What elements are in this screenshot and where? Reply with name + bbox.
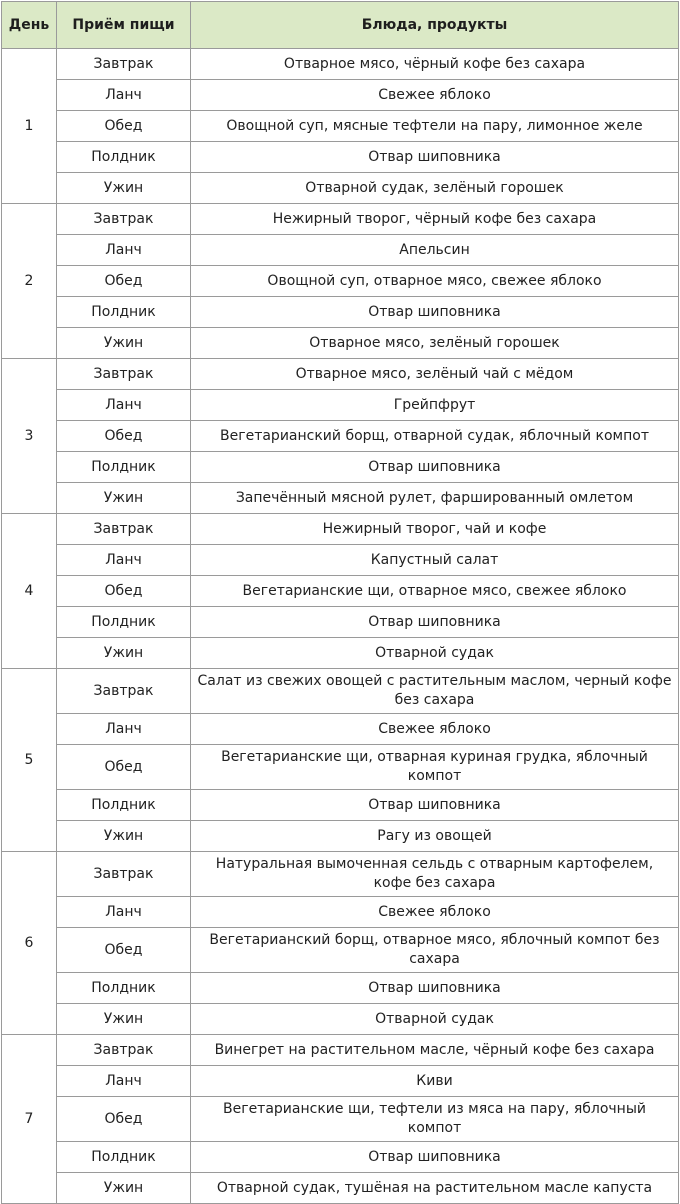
meal-name: Полдник xyxy=(57,973,191,1004)
day-number: 4 xyxy=(2,514,57,669)
table-row xyxy=(2,928,679,973)
table-row xyxy=(2,897,679,928)
dish-list: Отварной судак xyxy=(191,1004,679,1035)
meal-name: Полдник xyxy=(57,607,191,638)
dish-list: Отварное мясо, зелёный чай с мёдом xyxy=(191,359,679,390)
table-row xyxy=(2,421,679,452)
meal-name: Ланч xyxy=(57,80,191,111)
meal-name: Ланч xyxy=(57,235,191,266)
dish-list: Отварной судак, зелёный горошек xyxy=(191,173,679,204)
meal-name: Ланч xyxy=(57,714,191,745)
table-row xyxy=(2,1035,679,1066)
header-dishes: Блюда, продукты xyxy=(191,2,679,49)
dish-list: Свежее яблоко xyxy=(191,897,679,928)
meal-name: Завтрак xyxy=(57,514,191,545)
meal-name: Полдник xyxy=(57,1142,191,1173)
dish-list: Капустный салат xyxy=(191,545,679,576)
meal-name: Завтрак xyxy=(57,852,191,897)
dish-list: Отвар шиповника xyxy=(191,1142,679,1173)
header-day: День xyxy=(2,2,57,49)
table-row xyxy=(2,173,679,204)
meal-name: Ужин xyxy=(57,328,191,359)
meal-name: Ланч xyxy=(57,390,191,421)
day-number: 6 xyxy=(2,852,57,1035)
meal-name: Ужин xyxy=(57,821,191,852)
meal-name: Обед xyxy=(57,1097,191,1142)
dish-list: Запечённый мясной рулет, фаршированный омлетом xyxy=(191,483,679,514)
dish-list: Натуральная вымоченная сельдь с отварным картофелем, кофе без сахара xyxy=(191,852,679,897)
dish-list: Овощной суп, отварное мясо, свежее яблоко xyxy=(191,266,679,297)
meal-name: Обед xyxy=(57,745,191,790)
table-row xyxy=(2,111,679,142)
meal-name: Ланч xyxy=(57,545,191,576)
meal-name: Полдник xyxy=(57,142,191,173)
meal-name: Ланч xyxy=(57,897,191,928)
table-row xyxy=(2,852,679,897)
day-number: 2 xyxy=(2,204,57,359)
table-row xyxy=(2,483,679,514)
dish-list: Нежирный творог, чёрный кофе без сахара xyxy=(191,204,679,235)
day-number: 5 xyxy=(2,669,57,852)
dish-list: Отварное мясо, чёрный кофе без сахара xyxy=(191,49,679,80)
meal-name: Обед xyxy=(57,111,191,142)
meal-name: Ланч xyxy=(57,1066,191,1097)
meal-name: Ужин xyxy=(57,483,191,514)
table-row xyxy=(2,266,679,297)
table-row xyxy=(2,1173,679,1204)
meal-name: Ужин xyxy=(57,1173,191,1204)
table-row xyxy=(2,1142,679,1173)
day-number: 1 xyxy=(2,49,57,204)
table-row xyxy=(2,1066,679,1097)
table-row xyxy=(2,49,679,80)
table-row xyxy=(2,1097,679,1142)
meal-name: Полдник xyxy=(57,297,191,328)
day-block xyxy=(2,1035,679,1204)
day-block xyxy=(2,204,679,359)
dish-list: Грейпфрут xyxy=(191,390,679,421)
dish-list: Отвар шиповника xyxy=(191,452,679,483)
dish-list: Отвар шиповника xyxy=(191,973,679,1004)
meal-name: Завтрак xyxy=(57,1035,191,1066)
meal-name: Полдник xyxy=(57,452,191,483)
meal-name: Обед xyxy=(57,928,191,973)
dish-list: Овощной суп, мясные тефтели на пару, лимонное желе xyxy=(191,111,679,142)
dish-list: Отвар шиповника xyxy=(191,297,679,328)
dish-list: Вегетарианские щи, отварное мясо, свежее яблоко xyxy=(191,576,679,607)
dish-list: Вегетарианские щи, отварная куриная грудка, яблочный компот xyxy=(191,745,679,790)
dish-list: Апельсин xyxy=(191,235,679,266)
table-row xyxy=(2,204,679,235)
dish-list: Винегрет на растительном масле, чёрный кофе без сахара xyxy=(191,1035,679,1066)
table-row xyxy=(2,359,679,390)
meal-name: Завтрак xyxy=(57,49,191,80)
dish-list: Отварной судак xyxy=(191,638,679,669)
meal-name: Завтрак xyxy=(57,669,191,714)
meal-name: Ужин xyxy=(57,173,191,204)
day-number: 3 xyxy=(2,359,57,514)
dish-list: Отвар шиповника xyxy=(191,790,679,821)
day-block xyxy=(2,514,679,669)
dish-list: Рагу из овощей xyxy=(191,821,679,852)
dish-list: Свежее яблоко xyxy=(191,80,679,111)
table-row xyxy=(2,328,679,359)
dish-list: Вегетарианские щи, тефтели из мяса на пару, яблочный компот xyxy=(191,1097,679,1142)
dish-list: Вегетарианский борщ, отварной судак, яблочный компот xyxy=(191,421,679,452)
header-row xyxy=(2,2,679,49)
meal-name: Завтрак xyxy=(57,359,191,390)
day-number: 7 xyxy=(2,1035,57,1204)
table-row xyxy=(2,745,679,790)
table-row xyxy=(2,1004,679,1035)
dish-list: Свежее яблоко xyxy=(191,714,679,745)
meal-name: Завтрак xyxy=(57,204,191,235)
dish-list: Отварной судак, тушёная на растительном масле капуста xyxy=(191,1173,679,1204)
table-row xyxy=(2,714,679,745)
dish-list: Отварное мясо, зелёный горошек xyxy=(191,328,679,359)
table-row xyxy=(2,390,679,421)
dish-list: Салат из свежих овощей с растительным маслом, черный кофе без сахара xyxy=(191,669,679,714)
meal-name: Обед xyxy=(57,421,191,452)
day-block xyxy=(2,669,679,852)
dish-list: Отвар шиповника xyxy=(191,142,679,173)
dish-list: Отвар шиповника xyxy=(191,607,679,638)
table-row xyxy=(2,514,679,545)
dish-list: Киви xyxy=(191,1066,679,1097)
table-row xyxy=(2,235,679,266)
table-row xyxy=(2,973,679,1004)
day-block xyxy=(2,359,679,514)
weekly-menu-table xyxy=(1,1,679,1204)
day-block xyxy=(2,49,679,204)
meal-name: Обед xyxy=(57,576,191,607)
dish-list: Нежирный творог, чай и кофе xyxy=(191,514,679,545)
table-row xyxy=(2,545,679,576)
table-row xyxy=(2,790,679,821)
meal-name: Обед xyxy=(57,266,191,297)
table-row xyxy=(2,638,679,669)
dish-list: Вегетарианский борщ, отварное мясо, яблочный компот без сахара xyxy=(191,928,679,973)
table-header xyxy=(2,2,679,49)
table-row xyxy=(2,821,679,852)
table-row xyxy=(2,669,679,714)
table-row xyxy=(2,80,679,111)
table-row xyxy=(2,452,679,483)
header-meal: Приём пищи xyxy=(57,2,191,49)
day-block xyxy=(2,852,679,1035)
meal-name: Полдник xyxy=(57,790,191,821)
table-row xyxy=(2,607,679,638)
meal-name: Ужин xyxy=(57,1004,191,1035)
table-row xyxy=(2,142,679,173)
table-row xyxy=(2,576,679,607)
table-row xyxy=(2,297,679,328)
meal-name: Ужин xyxy=(57,638,191,669)
